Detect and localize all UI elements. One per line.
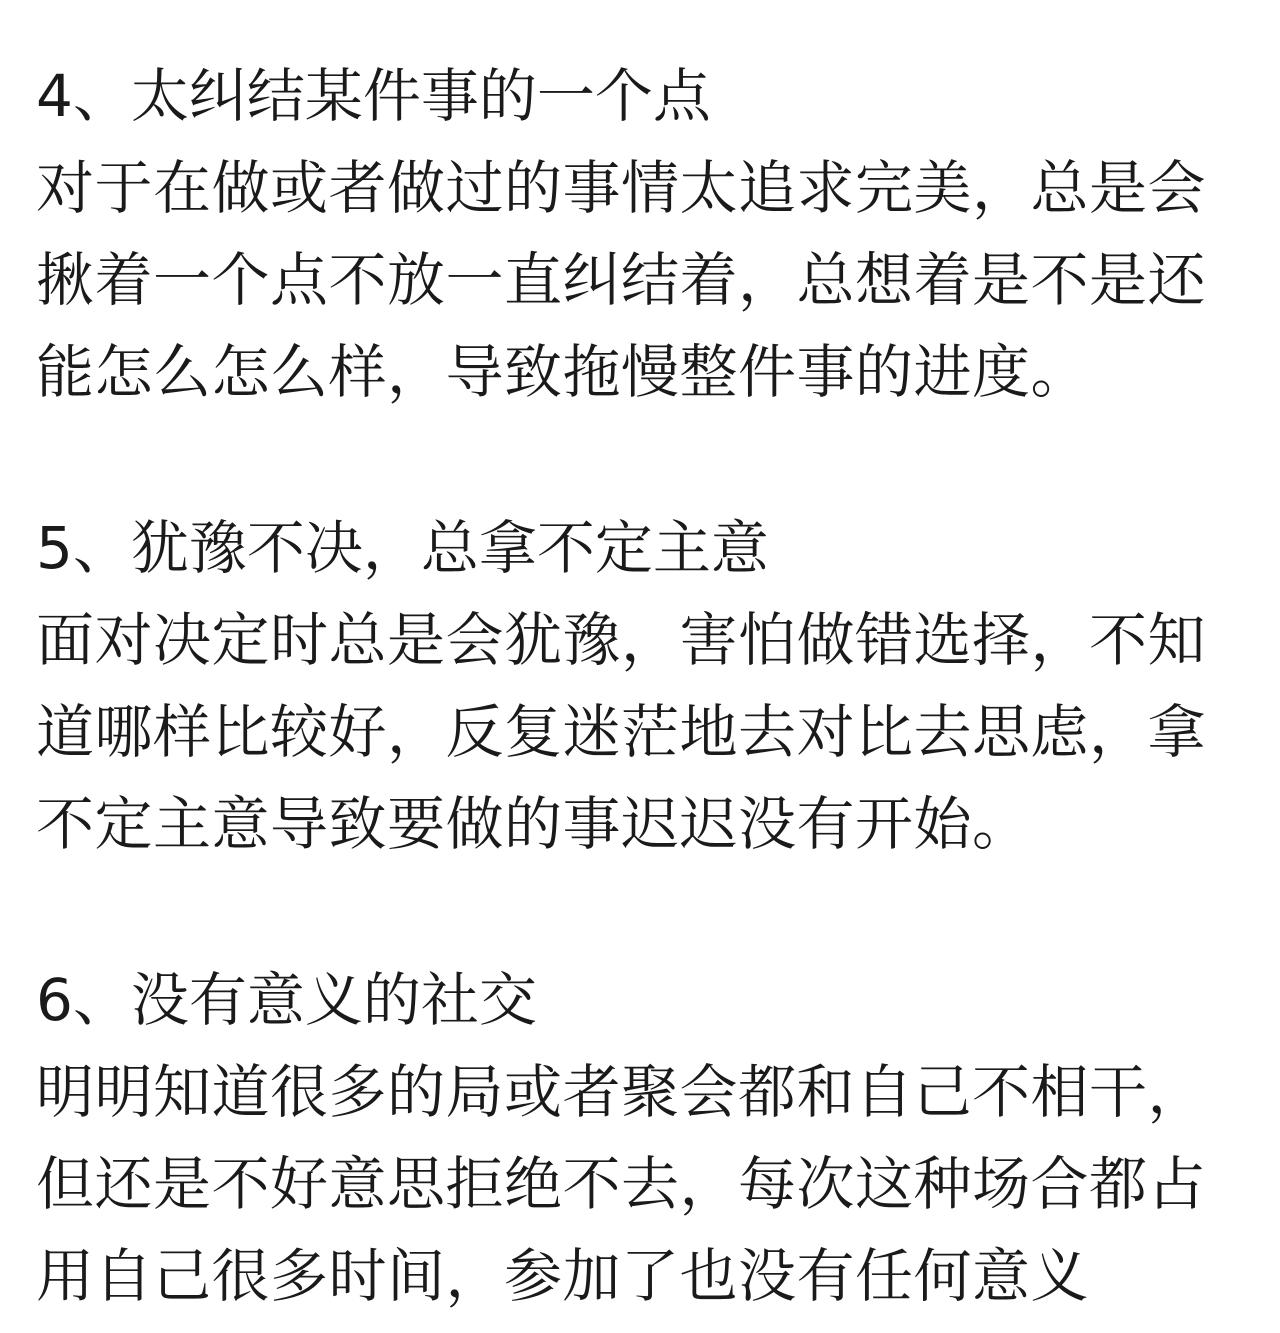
body-line: 面对决定时总是会犹豫，害怕做错选择，不知 xyxy=(36,606,1207,674)
section-title: 6、没有意义的社交 xyxy=(36,966,537,1034)
body-line: 用自己很多时间，参加了也没有任何意义 xyxy=(36,1242,1090,1310)
section-title: 4、太纠结某件事的一个点 xyxy=(36,62,711,130)
body-line: 揪着一个点不放一直纠结着，总想着是不是还 xyxy=(36,246,1207,314)
body-line: 能怎么怎么样，导致拖慢整件事的进度。 xyxy=(36,338,1090,406)
section-title: 5、犹豫不决，总拿不定主意 xyxy=(36,514,769,582)
body-line: 不定主意导致要做的事迟迟没有开始。 xyxy=(36,790,1031,858)
body-line: 明明知道很多的局或者聚会都和自己不相干， xyxy=(36,1058,1207,1126)
body-line: 对于在做或者做过的事情太追求完美，总是会 xyxy=(36,154,1207,222)
body-line: 但还是不好意思拒绝不去，每次这种场合都占 xyxy=(36,1150,1207,1218)
body-line: 道哪样比较好，反复迷茫地去对比去思虑，拿 xyxy=(36,698,1207,766)
